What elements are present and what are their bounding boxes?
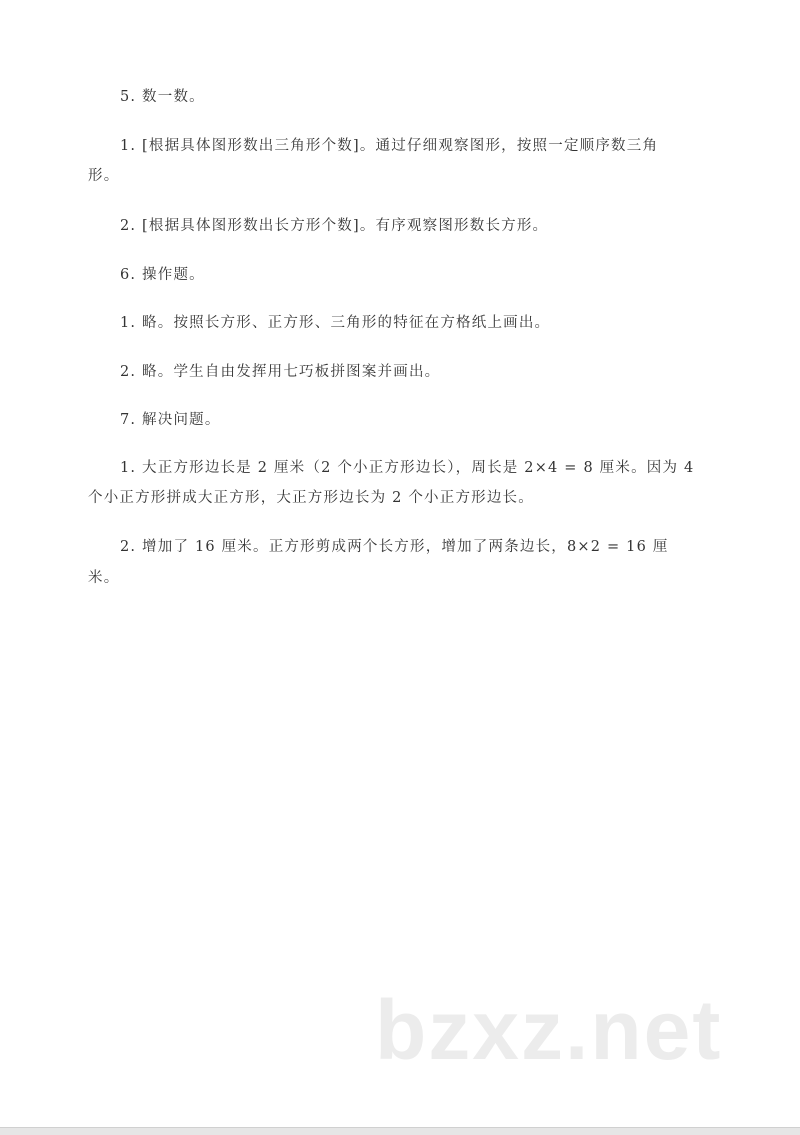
answer-line: 1. 略。按照长方形、正方形、三角形的特征在方格纸上画出。 [120,315,551,331]
answer-line: 形。 [88,168,120,184]
section-heading-6: 6. 操作题。 [120,267,205,283]
answer-line: 米。 [88,570,120,586]
answer-line: 2. 增加了 16 厘米。正方形剪成两个长方形，增加了两条边长，8×2 = 16 厘 [120,539,669,555]
section-heading-5: 5. 数一数。 [120,89,205,105]
section-heading-7: 7. 解决问题。 [120,412,221,428]
answer-line: 1. [根据具体图形数出三角形个数]。通过仔细观察图形，按照一定顺序数三角 [120,138,659,154]
answer-line: 1. 大正方形边长是 2 厘米（2 个小正方形边长），周长是 2×4 = 8 厘米。因为 4 [120,460,695,476]
watermark: bzxz.net [375,983,723,1077]
answer-line: 2. [根据具体图形数出长方形个数]。有序观察图形数长方形。 [120,218,549,234]
answer-line: 2. 略。学生自由发挥用七巧板拼图案并画出。 [120,364,441,380]
answer-line: 个小正方形拼成大正方形，大正方形边长为 2 个小正方形边长。 [88,490,534,506]
